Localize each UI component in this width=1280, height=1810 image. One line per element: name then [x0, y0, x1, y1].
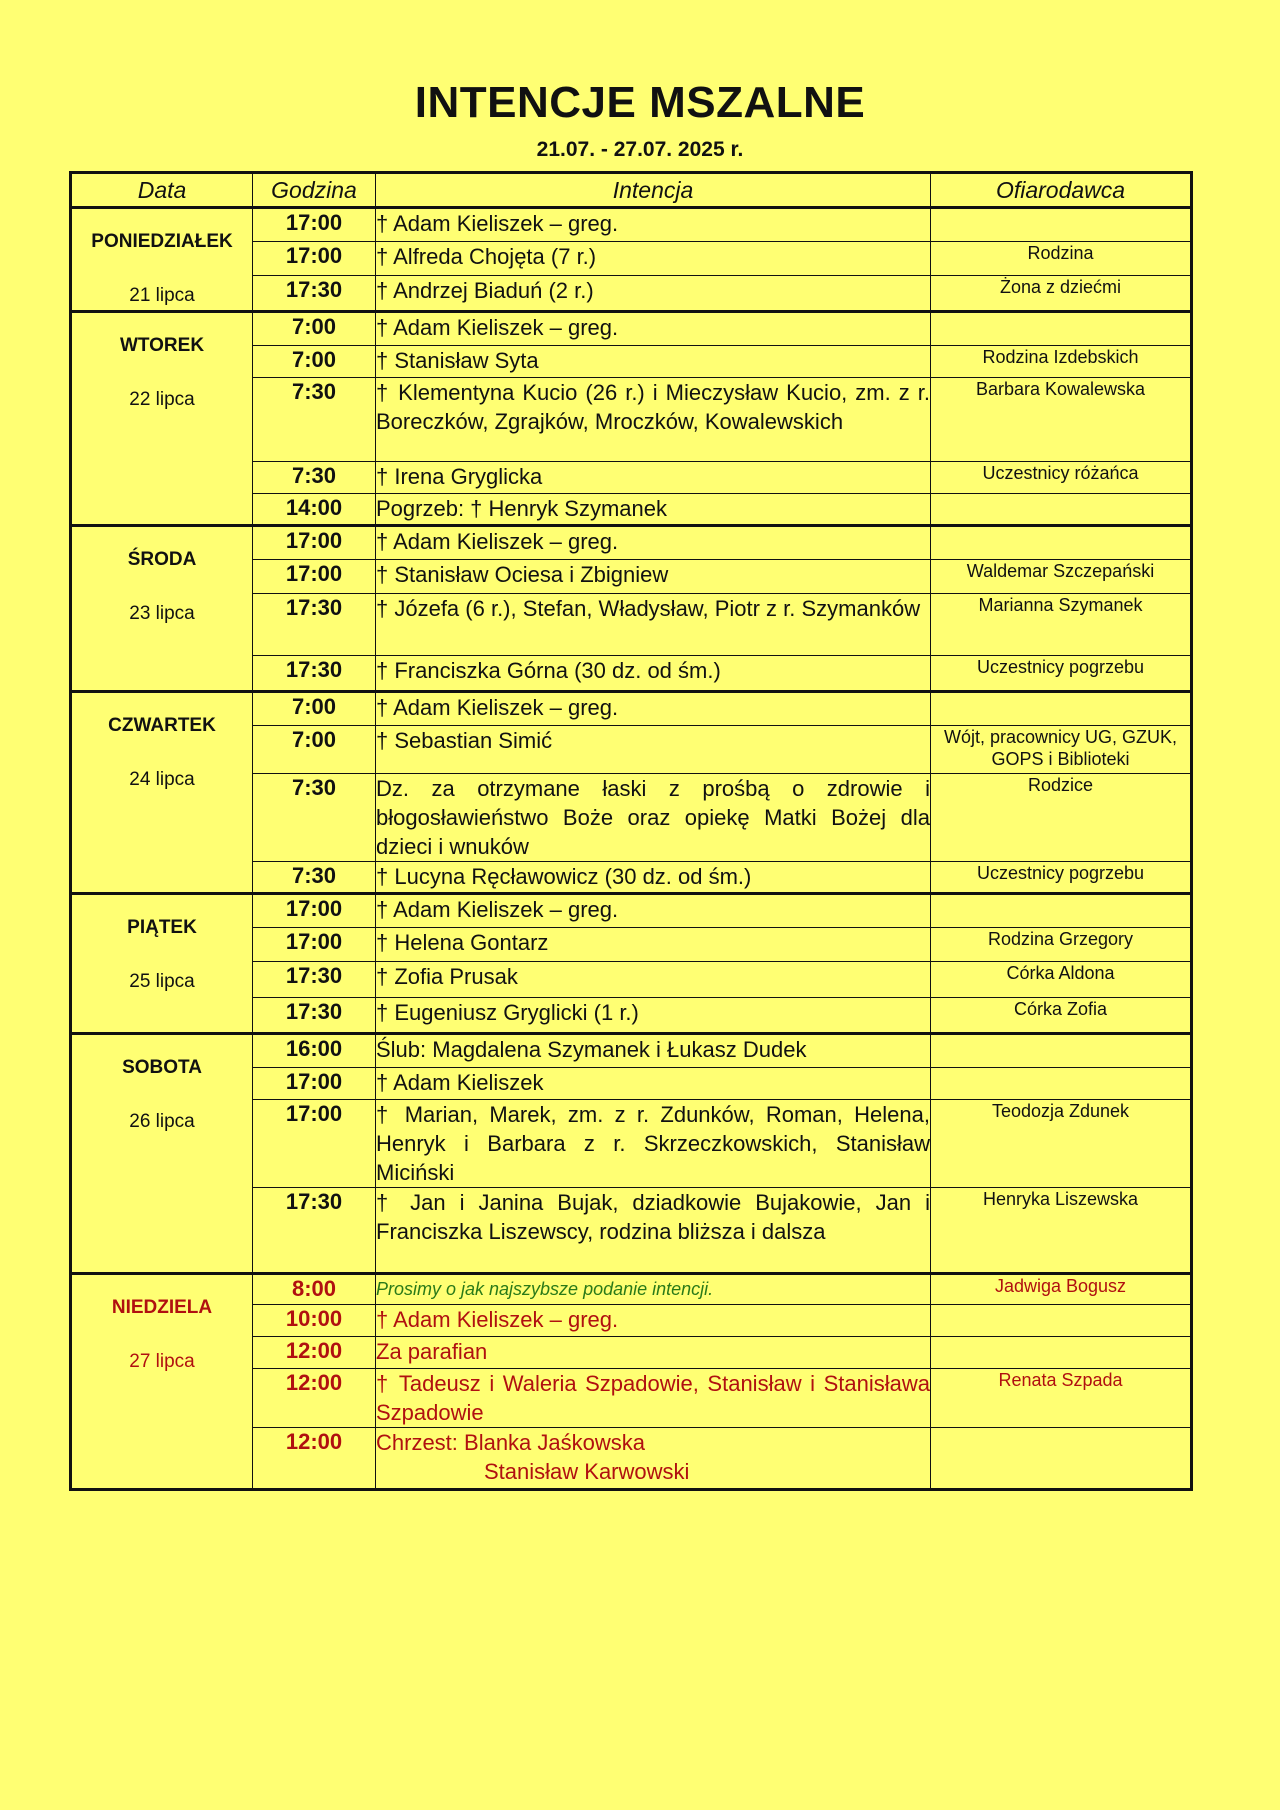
intention-cell [376, 1100, 931, 1188]
table-row [71, 894, 1192, 928]
day-date: 24 lipca [129, 769, 195, 790]
intention-cell [376, 312, 931, 346]
donor-cell [931, 494, 1192, 526]
intention-text: † Franciszka Górna (30 dz. od śm.) [376, 658, 721, 683]
time-cell: 7:00 [253, 692, 376, 726]
donor-cell: Henryka Liszewska [931, 1188, 1192, 1274]
intention-cell [376, 462, 931, 494]
table-row [71, 312, 1192, 346]
header-time: Godzina [253, 173, 376, 208]
donor-cell: Barbara Kowalewska [931, 378, 1192, 462]
intention-cell [376, 1337, 931, 1369]
day-name: ŚRODA [127, 549, 197, 570]
time-cell: 17:00 [253, 1068, 376, 1100]
intention-text: Pogrzeb: † Henryk Szymanek [376, 496, 668, 521]
intention-cell [376, 894, 931, 928]
time-cell: 14:00 [253, 494, 376, 526]
donor-cell: Rodzina Izdebskich [931, 346, 1192, 378]
intention-cell [376, 560, 931, 594]
time-cell: 7:30 [253, 378, 376, 462]
intention-text: Ślub: Magdalena Szymanek i Łukasz Dudek [376, 1037, 807, 1062]
intention-cell [376, 774, 931, 862]
intention-cell [376, 726, 931, 774]
time-cell: 17:00 [253, 894, 376, 928]
donor-cell: Córka Aldona [931, 962, 1192, 998]
donor-cell [931, 894, 1192, 928]
day-date: 23 lipca [129, 603, 195, 624]
intention-text: † Adam Kieliszek – greg. [376, 897, 619, 922]
intention-cell [376, 962, 931, 998]
table-row [71, 1274, 1192, 1305]
donor-cell [931, 1337, 1192, 1369]
time-cell: 17:30 [253, 1188, 376, 1274]
intention-text: † Stanisław Ociesa i Zbigniew [376, 562, 669, 587]
donor-cell [931, 312, 1192, 346]
intention-cell [376, 1274, 931, 1305]
intention-cell [376, 1034, 931, 1068]
header-donor: Ofiarodawca [931, 173, 1192, 208]
intention-text: † Alfreda Chojęta (7 r.) [376, 244, 597, 269]
intention-cell [376, 1188, 931, 1274]
time-cell: 17:00 [253, 1100, 376, 1188]
time-cell: 17:00 [253, 526, 376, 560]
donor-cell: Rodzina [931, 242, 1192, 276]
intention-cell [376, 494, 931, 526]
day-cell [71, 312, 253, 526]
intention-cell [376, 1305, 931, 1337]
donor-cell [931, 1034, 1192, 1068]
donor-cell: Uczestnicy pogrzebu [931, 656, 1192, 692]
table-row [71, 526, 1192, 560]
time-cell: 17:00 [253, 242, 376, 276]
header-date: Data [71, 173, 253, 208]
table-row [71, 208, 1192, 242]
intention-text: † Adam Kieliszek – greg. [376, 211, 619, 236]
donor-cell: Wójt, pracownicy UG, GZUK, GOPS i Biblioteki [931, 726, 1192, 774]
time-cell: 7:30 [253, 462, 376, 494]
intention-text: † Klementyna Kucio (26 r.) i Mieczysław Kucio, zm. z r. Boreczków, Zgrajków, Mroczków, Kowalewskich [376, 380, 930, 434]
intention-text: † Andrzej Biaduń (2 r.) [376, 278, 594, 303]
intention-text: Za parafian [376, 1339, 488, 1364]
intention-cell [376, 346, 931, 378]
donor-cell [931, 208, 1192, 242]
intention-cell [376, 862, 931, 894]
donor-cell: Renata Szpada [931, 1369, 1192, 1428]
intention-text: † Lucyna Ręcławowicz (30 dz. od śm.) [376, 864, 752, 889]
intention-cell [376, 594, 931, 656]
intention-cell [376, 208, 931, 242]
time-cell: 12:00 [253, 1337, 376, 1369]
intention-text: † Jan i Janina Bujak, dziadkowie Bujakowie, Jan i Franciszka Liszewscy, rodzina bliższa i dalsza [376, 1190, 930, 1244]
time-cell: 17:30 [253, 962, 376, 998]
day-date: 22 lipca [129, 389, 195, 410]
donor-cell: Marianna Szymanek [931, 594, 1192, 656]
time-cell: 17:00 [253, 560, 376, 594]
table-row [71, 692, 1192, 726]
header-intention: Intencja [376, 173, 931, 208]
time-cell: 12:00 [253, 1369, 376, 1428]
day-date: 21 lipca [129, 285, 195, 306]
intention-cell [376, 998, 931, 1034]
intention-text: † Adam Kieliszek [376, 1070, 544, 1095]
intention-text: Prosimy o jak najszybsze podanie intencji. [376, 1279, 714, 1299]
intention-text: † Eugeniusz Gryglicki (1 r.) [376, 1000, 639, 1025]
donor-cell [931, 1428, 1192, 1490]
intention-cell [376, 242, 931, 276]
intention-text: † Józefa (6 r.), Stefan, Władysław, Piotr z r. Szymanków [376, 596, 921, 621]
table-body [71, 208, 1192, 1490]
day-cell [71, 1034, 253, 1274]
intention-cell [376, 526, 931, 560]
time-cell: 7:30 [253, 774, 376, 862]
intention-cell [376, 928, 931, 962]
donor-cell: Córka Zofia [931, 998, 1192, 1034]
day-date: 27 lipca [129, 1351, 195, 1372]
donor-cell: Uczestnicy pogrzebu [931, 862, 1192, 894]
time-cell: 7:00 [253, 312, 376, 346]
day-cell [71, 1274, 253, 1490]
intention-cell [376, 276, 931, 312]
intention-cell [376, 1068, 931, 1100]
date-range: 21.07. - 27.07. 2025 r. [536, 138, 744, 161]
day-cell [71, 208, 253, 312]
donor-cell [931, 1068, 1192, 1100]
intention-text: † Zofia Prusak [376, 964, 518, 989]
intention-text: † Adam Kieliszek – greg. [376, 1307, 619, 1332]
intention-text: † Helena Gontarz [376, 930, 549, 955]
time-cell: 12:00 [253, 1428, 376, 1490]
intention-text: † Adam Kieliszek – greg. [376, 695, 619, 720]
donor-cell [931, 692, 1192, 726]
intention-text: † Irena Gryglicka [376, 464, 543, 489]
day-name: PONIEDZIAŁEK [91, 231, 233, 252]
donor-cell [931, 1305, 1192, 1337]
day-name: WTOREK [119, 335, 205, 356]
table-row [71, 1034, 1192, 1068]
time-cell: 17:00 [253, 928, 376, 962]
donor-cell [931, 526, 1192, 560]
intention-cell [376, 378, 931, 462]
time-cell: 17:00 [253, 208, 376, 242]
day-cell [71, 526, 253, 692]
donor-cell: Rodzina Grzegory [931, 928, 1192, 962]
donor-cell: Waldemar Szczepański [931, 560, 1192, 594]
intention-text: † Adam Kieliszek – greg. [376, 529, 619, 554]
day-name: SOBOTA [122, 1057, 202, 1078]
time-cell: 17:30 [253, 998, 376, 1034]
intention-text-second: Stanisław Karwowski [484, 1459, 690, 1484]
intention-text: † Marian, Marek, zm. z r. Zdunków, Roman, Helena, Henryk i Barbara z r. Skrzeczkowskich, Stanisław Miciński [376, 1102, 930, 1185]
time-cell: 16:00 [253, 1034, 376, 1068]
time-cell: 8:00 [253, 1274, 376, 1305]
time-cell: 10:00 [253, 1305, 376, 1337]
day-cell [71, 894, 253, 1034]
intention-text: Dz. za otrzymane łaski z prośbą o zdrowie i błogosławieństwo Boże oraz opiekę Matki Bożej dla dzieci i wnuków [376, 776, 930, 859]
time-cell: 7:00 [253, 346, 376, 378]
intention-text: † Stanisław Syta [376, 348, 539, 373]
intention-text: Chrzest: Blanka Jaśkowska [376, 1430, 645, 1455]
intention-text: † Tadeusz i Waleria Szpadowie, Stanisław i Stanisława Szpadowie [376, 1371, 930, 1425]
intention-cell [376, 692, 931, 726]
time-cell: 17:30 [253, 594, 376, 656]
donor-cell: Uczestnicy różańca [931, 462, 1192, 494]
intention-cell [376, 1369, 931, 1428]
day-name: PIĄTEK [127, 917, 197, 938]
intention-cell [376, 1428, 931, 1490]
donor-cell: Żona z dziećmi [931, 276, 1192, 312]
day-date: 26 lipca [129, 1111, 195, 1132]
intention-cell [376, 656, 931, 692]
time-cell: 7:00 [253, 726, 376, 774]
day-date: 25 lipca [129, 971, 195, 992]
time-cell: 7:30 [253, 862, 376, 894]
day-name: CZWARTEK [108, 715, 216, 736]
donor-cell: Teodozja Zdunek [931, 1100, 1192, 1188]
donor-cell: Rodzice [931, 774, 1192, 862]
intention-text: † Adam Kieliszek – greg. [376, 315, 619, 340]
time-cell: 17:30 [253, 656, 376, 692]
header-row [71, 173, 1192, 208]
time-cell: 17:30 [253, 276, 376, 312]
intentions-table [69, 171, 1193, 1491]
donor-cell: Jadwiga Bogusz [931, 1274, 1192, 1305]
page-title: INTENCJE MSZALNE [414, 78, 866, 127]
intention-text: † Sebastian Simić [376, 728, 553, 753]
day-name: NIEDZIELA [111, 1297, 213, 1318]
day-cell [71, 692, 253, 894]
